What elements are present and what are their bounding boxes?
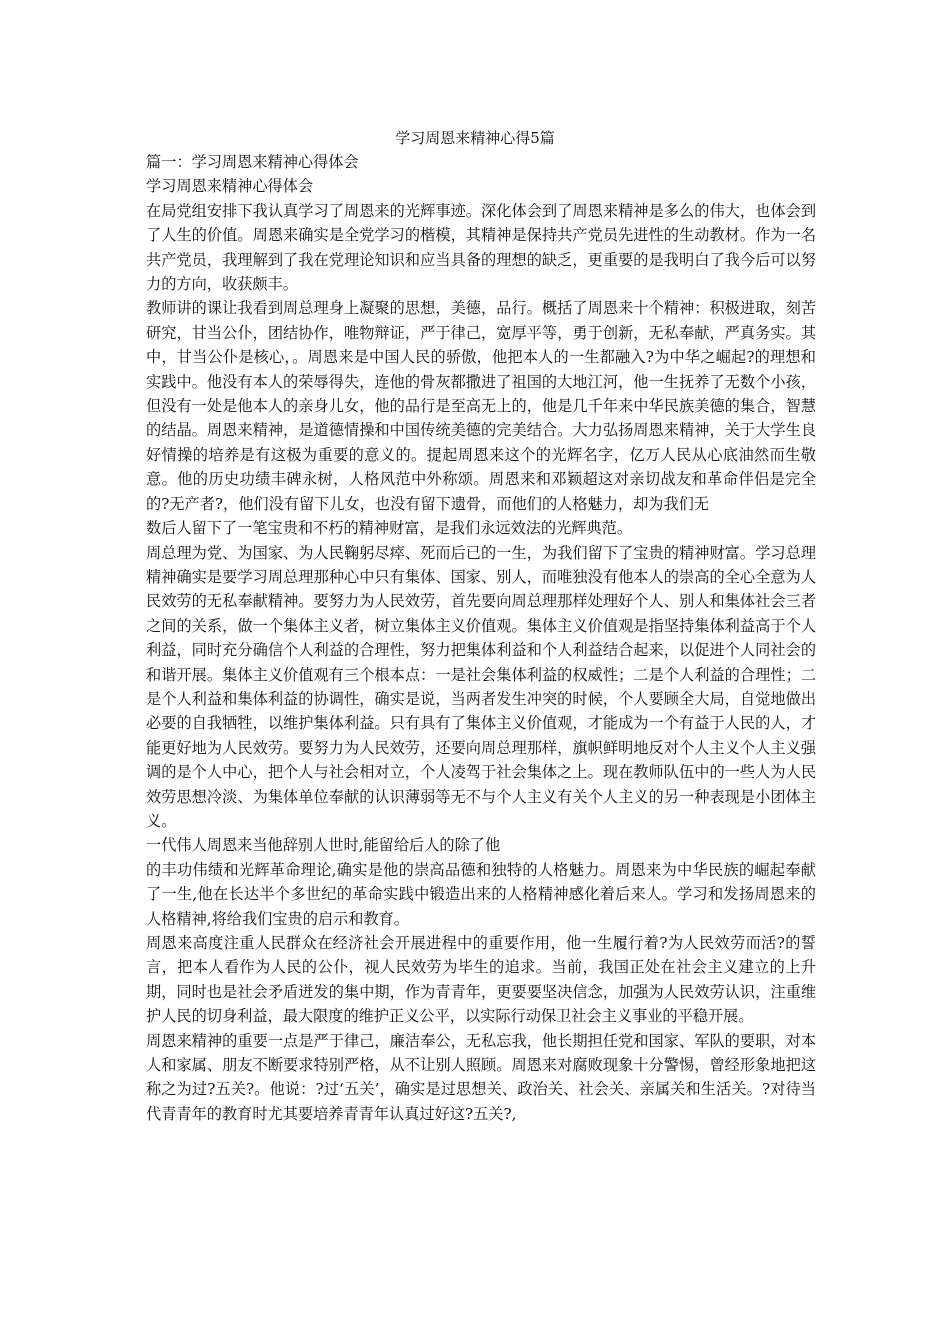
document-body (146, 150, 816, 1126)
paragraph: 周总理为党、为国家、为人民鞠躬尽瘁、死而后已的一生，为我们留下了宝贵的精神财富。学习总理精神确实是要学习周总理那种心中只有集体、国家、别人，而唯独没有他本人的崇高的全心全意为人民效劳的无私奉献精神。要努力为人民效劳，首先要向周总理那样处理好个人、别人和集体社会三者之间的关系，做一个集体主义者，树立集体主义价值观。集体主义价值观是指坚持集体利益高于个人利益，同时充分确信个人利益的合理性，努力把集体利益和个人利益结合起来，以促进个人同社会的和谐开展。集体主义价值观有三个根本点：一是社会集体利益的权威性；二是个人利益的合理性；二是个人利益和集体利益的协调性，确实是说，当两者发生冲突的时候，个人要顾全大局，自觉地做出必要的自我牺牲，以维护集体利益。只有具有了集体主义价值观，才能成为一个有益于人民的人，才能更好地为人民效劳。要努力为人民效劳，还要向周总理那样，旗帜鲜明地反对个人主义个人主义强调的是个人中心，把个人与社会相对立，个人凌驾于社会集体之上。现在教师队伍中的一些人为人民效劳思想冷淡、为集体单位奉献的认识薄弱等无不与个人主义有关个人主义的另一种表现是小团体主义。 (146, 543, 816, 830)
paragraph: 数后人留下了一笔宝贵和不朽的精神财富，是我们永远效法的光辉典范。 (146, 519, 632, 538)
paragraph: 教师讲的课让我看到周总理身上凝聚的思想，美德，品行。概括了周恩来十个精神：积极进取，刻苦研究，甘当公仆，团结协作，唯物辩证，严于律己，宽厚平等，勇于创新，无私奉献，严真务实。其中，甘当公仆是核心，。周恩来是中国人民的骄傲，他把本人的一生都融入?为中华之崛起?的理想和实践中。他没有本人的荣辱得失，连他的骨灰都撒进了祖国的大地江河，他一生抚养了无数个小孩，但没有一处是他本人的亲身儿女，他的品行是至高无上的，他是几千年来中华民族美德的集合，智慧的结晶。周恩来精神，是道德情操和中国传统美德的完美结合。大力弘扬周恩来精神，关于大学生良好情操的培养是有这极为重要的意义的。提起周恩来这个的光辉名字，亿万人民从心底油然而生敬意。他的历史功绩丰碑永树，人格风范中外称颂。周恩来和邓颖超这对亲切战友和革命伴侣是完全的?无产者?，他们没有留下儿女，也没有留下遗骨，而他们的人格魅力，却为我们无 (146, 299, 816, 513)
sub-heading: 学习周恩来精神心得体会 (146, 177, 314, 196)
paragraph: 周恩来高度注重人民群众在经济社会开展进程中的重要作用，他一生履行着?为人民效劳而活?的誓言，把本人看作为人民的公仆，视人民效劳为毕生的追求。当前，我国正处在社会主义建立的上升期，同时也是社会矛盾迸发的集中期，作为青青年，更要要坚决信念，加强为人民效劳认识，注重维护人民的切身利益，最大限度的维护正义公平，以实际行动保卫社会主义事业的平稳开展。 (146, 934, 816, 1026)
paragraph: 在局党组安排下我认真学习了周恩来的光辉事迹。深化体会到了周恩来精神是多么的伟大，也体会到了人生的价值。周恩来确实是全党学习的楷模，其精神是保持共产党员先进性的生动教材。作为一名共产党员，我理解到了我在党理论知识和应当具备的理想的缺乏，更重要的是我明白了我今后可以努力的方向，收获颇丰。 (146, 201, 816, 294)
paragraph: 周恩来精神的重要一点是严于律己，廉洁奉公，无私忘我，他长期担任党和国家、军队的要职，对本人和家属、朋友不断要求特别严格，从不让别人照顾。周恩来对腐败现象十分警惕，曾经形象地把这称之为过?五关?。他说：?过‘五关’，确实是过思想关、政治关、社会关、亲属关和生活关。?对待当代青青年的教育时尤其要培养青青年认真过好这?五关?, (146, 1031, 816, 1123)
paragraph: 一代伟人周恩来当他辞别人世时,能留给后人的除了他 (146, 836, 501, 855)
section-heading: 篇一：学习周恩来精神心得体会 (146, 153, 359, 171)
document-title: 学习周恩来精神心得5篇 (395, 129, 555, 147)
paragraph: 的丰功伟绩和光辉革命理论,确实是他的崇高品德和独特的人格魅力。周恩来为中华民族的崛起奉献了一生,他在长达半个多世纪的革命实践中锻造出来的人格精神感化着后来人。学习和发扬周恩来的人格精神,将给我们宝贵的启示和教育。 (146, 860, 816, 928)
